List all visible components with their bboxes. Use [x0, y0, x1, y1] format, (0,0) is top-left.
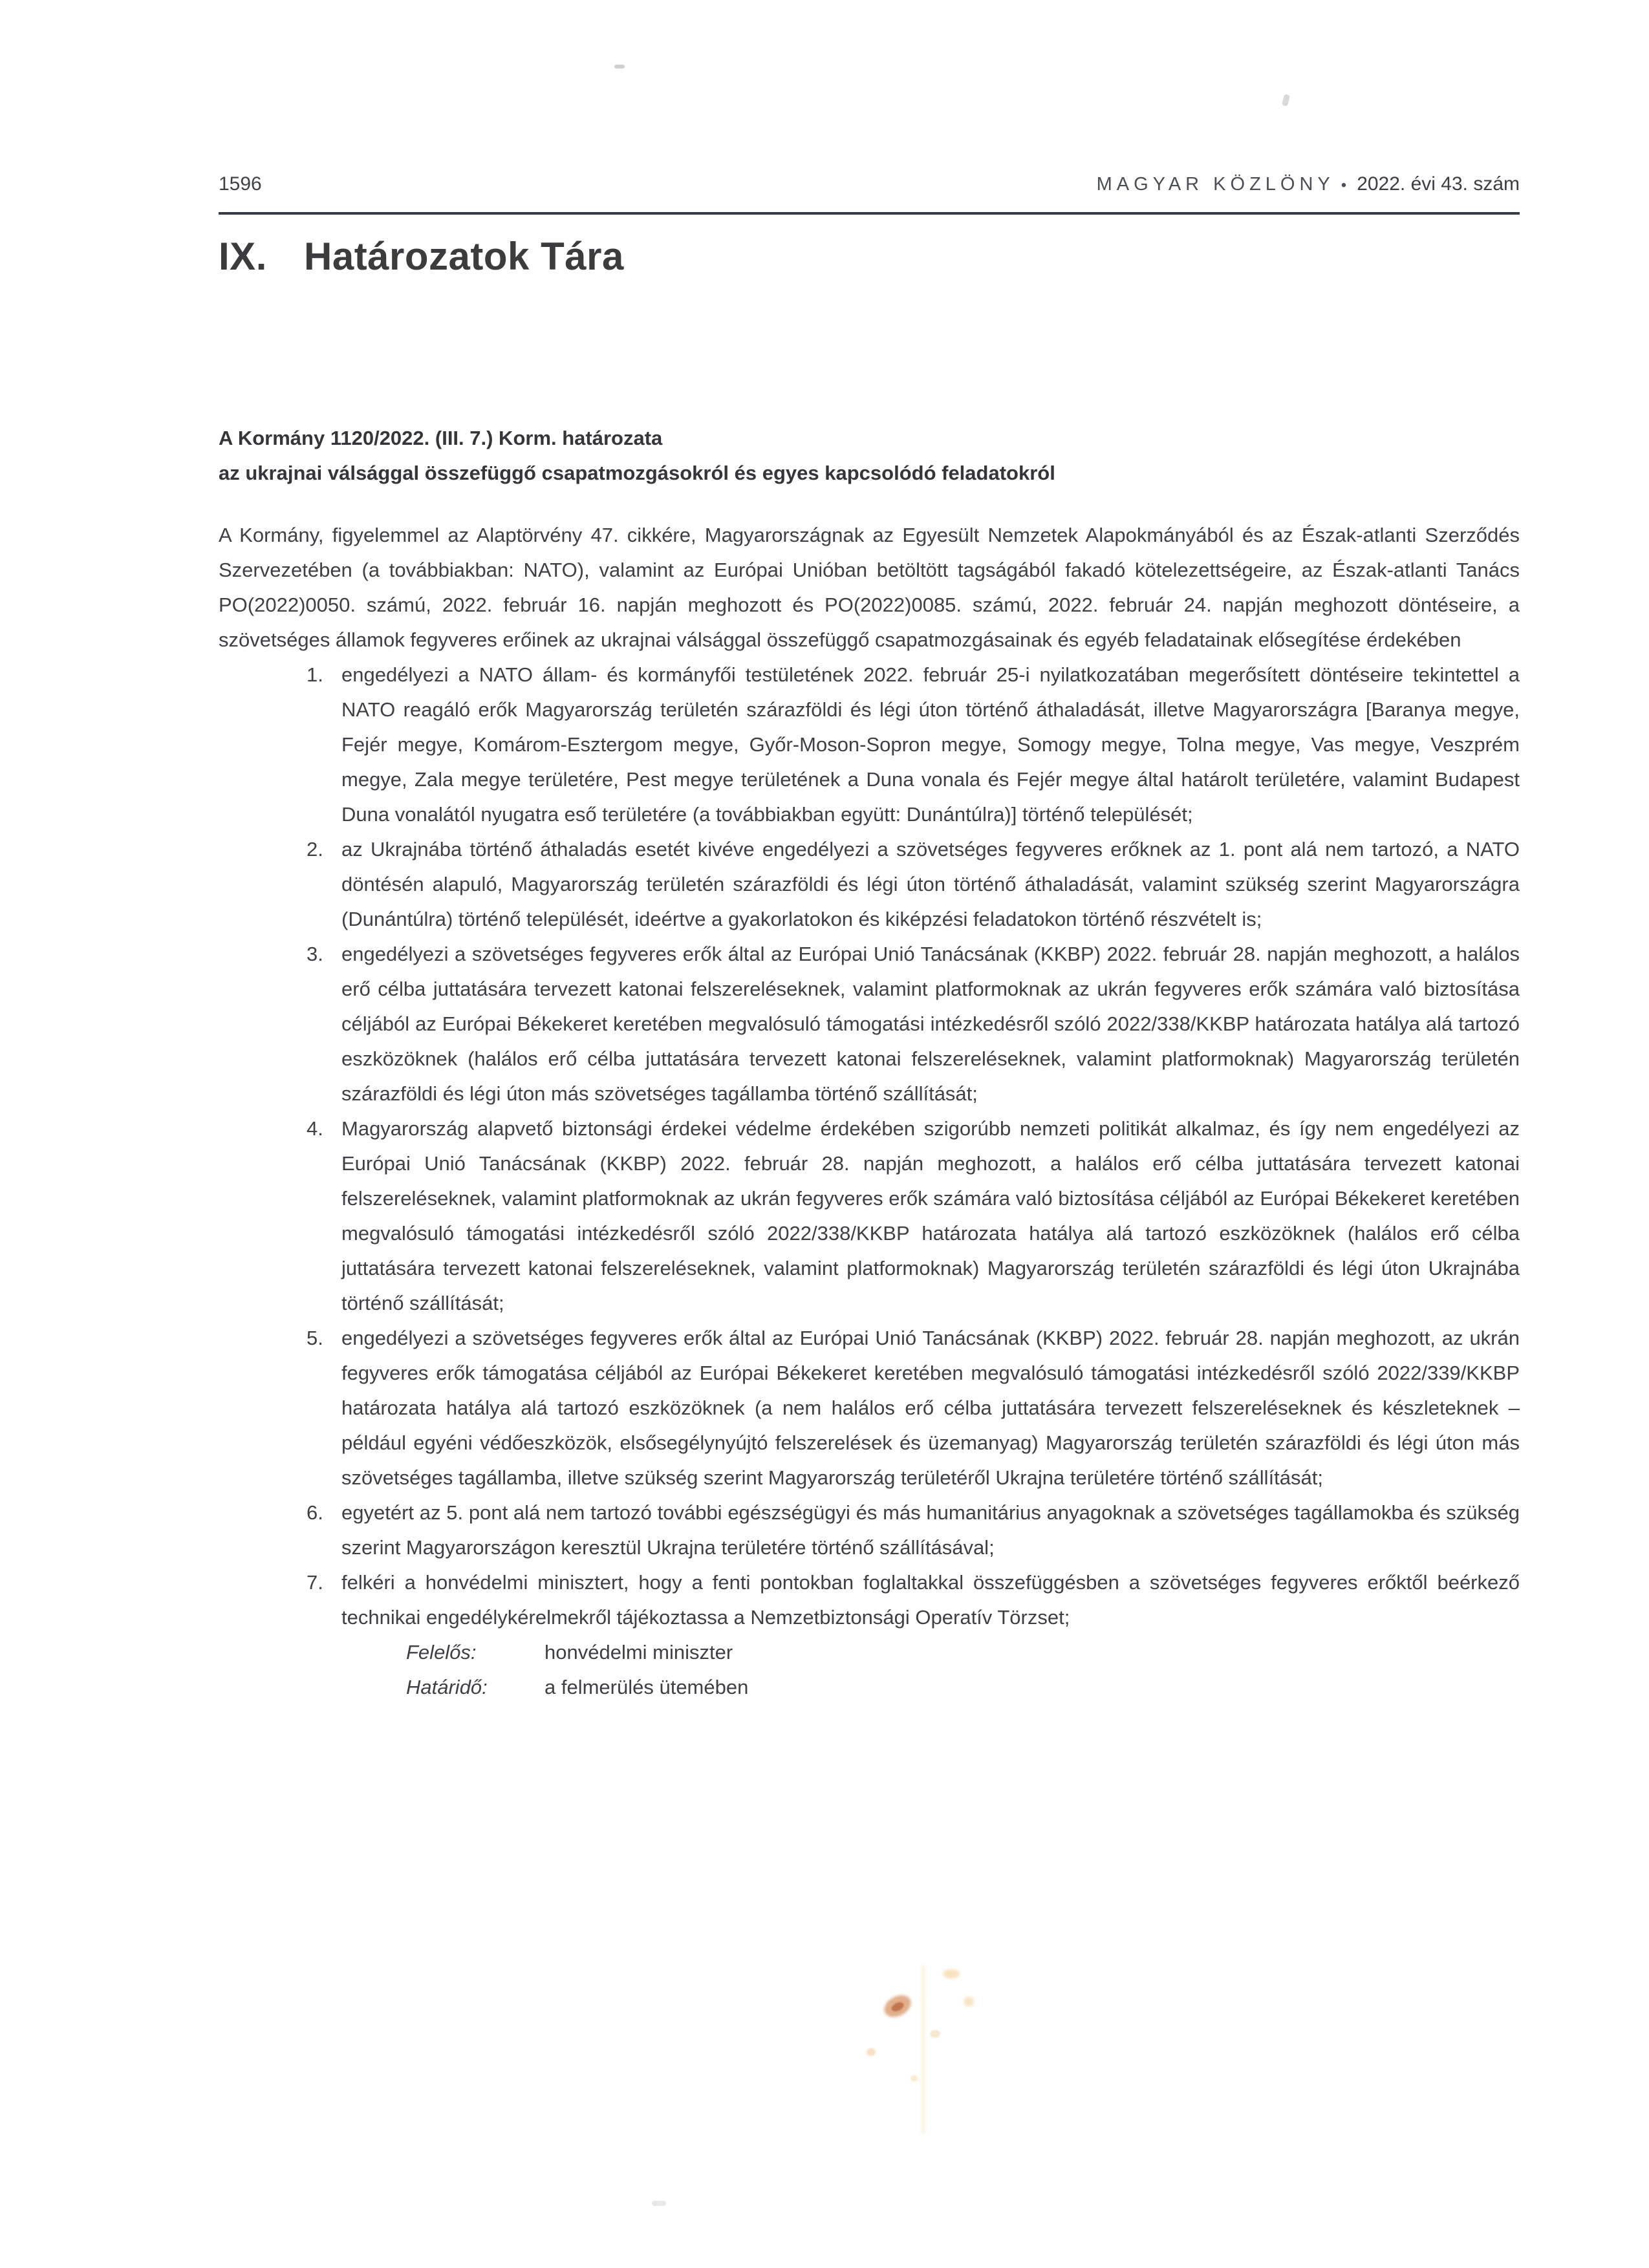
list-item-text: engedélyezi a szövetséges fegyveres erők által az Európai Unió Tanácsának (KKBP) 2022. február 28. napján meghozott, a halálos erő célba juttatására tervezett katonai felszereléseknek, valamint platformoknak az ukrán fegyveres erők számára való biztosítása céljából az Európai Békekeret keretében megvalósuló támogatási intézkedésről szóló 2022/338/KKBP határozata hatálya alá tartozó eszközöknek (halálos erő célba juttatására tervezett katonai felszereléseknek, valamint platformoknak) Magyarország területén szárazföldi és légi úton más szövetséges tagállamba történő szállítását; [341, 943, 1520, 1105]
journal-reference [1097, 173, 1520, 195]
responsible-value: honvédelmi miniszter [544, 1641, 733, 1664]
ink-stain [890, 2000, 905, 2013]
journal-name: MAGYAR KÖZLÖNY [1096, 174, 1335, 195]
journal-issue: 2022. évi 43. szám [1357, 173, 1520, 195]
list-item-number: 6. [307, 1501, 323, 1524]
responsible-label: Felelős: [406, 1641, 477, 1664]
list-item-text: az Ukrajnába történő áthaladás esetét kivéve engedélyezi a szövetséges fegyveres erőknek az 1. pont alá nem tartozó, a NATO döntésén alapuló, Magyarország területén szárazföldi és légi úton történő áthaladását, valamint szükség szerint Magyarországra (Dunántúlra) történő települését, ideértve a gyakorlatokon és kiképzési feladatokon történő részvételt is; [341, 838, 1520, 930]
responsible-row [219, 1635, 1520, 1670]
ink-stain [964, 1996, 974, 2007]
list-item-number: 2. [307, 838, 323, 861]
list-item-number: 7. [307, 1571, 323, 1594]
list-item-text: egyetért az 5. pont alá nem tartozó további egészségügyi és más humanitárius anyagoknak a szövetséges tagállamokba és szükség szerint Magyarországon keresztül Ukrajna területére történő szállításával; [341, 1501, 1520, 1559]
resolution-preamble: A Kormány, figyelemmel az Alaptörvény 47. cikkére, Magyarországnak az Egyesült Nemzetek Alapokmányából és az Észak-atlanti Szerződés Szervezetében (a továbbiakban: NATO), valamint az Európai Unióban betöltött tagságából fakadó kötelezettségeire, az Észak-atlanti Tanács PO(2022)0050. számú, 2022. február 16. napján meghozott és PO(2022)0085. számú, 2022. február 24. napján meghozott döntéseire, a szövetséges államok fegyveres erőinek az ukrajnai válsággal összefüggő csapatmozgásainak és egyéb feladatainak elősegítése érdekében [219, 524, 1520, 651]
deadline-value: a felmerülés ütemében [544, 1676, 749, 1698]
list-item-text: engedélyezi a szövetséges fegyveres erők által az Európai Unió Tanácsának (KKBP) 2022. február 28. napján meghozott, az ukrán fegyveres erők támogatása céljából az Európai Békekeret keretében megvalósuló támogatási intézkedésről szóló 2022/339/KKBP határozata hatálya alá tartozó eszközöknek (a nem halálos erő célba juttatására tervezett felszereléseknek és készleteknek – például egyéni védőeszközök, elsősegélynyújtó felszerelések és üzemanyag) Magyarország területén szárazföldi és légi úton más szövetséges tagállamba, illetve szükség szerint Magyarország területéről Ukrajna területére történő szállítását; [341, 1327, 1520, 1489]
list-item [219, 832, 1520, 937]
ink-stain [930, 2030, 940, 2038]
list-item [219, 937, 1520, 1111]
list-item-number: 3. [307, 943, 323, 965]
running-header [219, 0, 1520, 195]
resolution-title-line1: A Kormány 1120/2022. (III. 7.) Korm. határozata [219, 427, 663, 449]
resolution-list [219, 658, 1520, 1635]
resolution-title [219, 421, 1520, 491]
deadline-row [219, 1670, 1520, 1705]
bullet-separator: • [1341, 177, 1347, 194]
list-item [219, 1321, 1520, 1495]
list-item [219, 658, 1520, 832]
list-item-number: 1. [307, 663, 323, 686]
deadline-label: Határidő: [406, 1676, 488, 1698]
list-item [219, 1565, 1520, 1635]
page-number: 1596 [219, 173, 262, 195]
list-item-number: 4. [307, 1117, 323, 1140]
chapter-title: Határozatok Tára [304, 235, 624, 278]
ink-stain [943, 1969, 960, 1978]
ink-stain [921, 1965, 925, 2134]
list-item-text: Magyarország alapvető biztonsági érdekei védelme érdekében szigorúbb nemzeti politikát alkalmaz, és így nem engedélyezi az Európai Unió Tanácsának (KKBP) 2022. február 28. napján meghozott, a halálos erő célba juttatására tervezett katonai felszereléseknek, valamint platformoknak az ukrán fegyveres erők számára való biztosítása céljából az Európai Békekeret keretében megvalósuló támogatási intézkedésről szóló 2022/338/KKBP határozata hatálya alá tartozó eszközöknek (halálos erő célba juttatására tervezett katonai felszereléseknek, valamint platformoknak) Magyarország területén szárazföldi és légi úton Ukrajnába történő szállítását; [341, 1117, 1520, 1314]
ink-stain [911, 2075, 918, 2082]
ink-stain [867, 2048, 876, 2056]
chapter-heading [219, 235, 1520, 278]
list-item-text: engedélyezi a NATO állam- és kormányfői testületének 2022. február 25-i nyilatkozatában megerősített döntéseire tekintettel a NATO reagáló erők Magyarország területén szárazföldi és légi úton történő áthaladását, illetve Magyarországra [Baranya megye, Fejér megye, Komárom-Esztergom megye, Győr-Moson-Sopron megye, Somogy megye, Tolna megye, Vas megye, Veszprém megye, Zala megye területére, Pest megye területének a Duna vonala és Fejér megye által határolt területére, valamint Budapest Duna vonalától nyugatra eső területére (a továbbiakban együtt: Dunántúlra)] történő települését; [341, 663, 1520, 826]
header-rule [219, 212, 1520, 215]
ink-stain [881, 1991, 915, 2021]
list-item [219, 1495, 1520, 1565]
scan-speck [652, 2201, 666, 2206]
list-item [219, 1111, 1520, 1321]
chapter-numeral: IX. [219, 235, 267, 278]
list-item-text: felkéri a honvédelmi minisztert, hogy a fenti pontokban foglaltakkal összefüggésben a szövetséges fegyveres erőktől beérkező technikai engedélykérelmekről tájékoztassa a Nemzetbiztonsági Operatív Törzset; [341, 1571, 1520, 1629]
list-item-number: 5. [307, 1327, 323, 1349]
resolution-title-line2: az ukrajnai válsággal összefüggő csapatmozgásokról és egyes kapcsolódó feladatokról [219, 462, 1055, 484]
